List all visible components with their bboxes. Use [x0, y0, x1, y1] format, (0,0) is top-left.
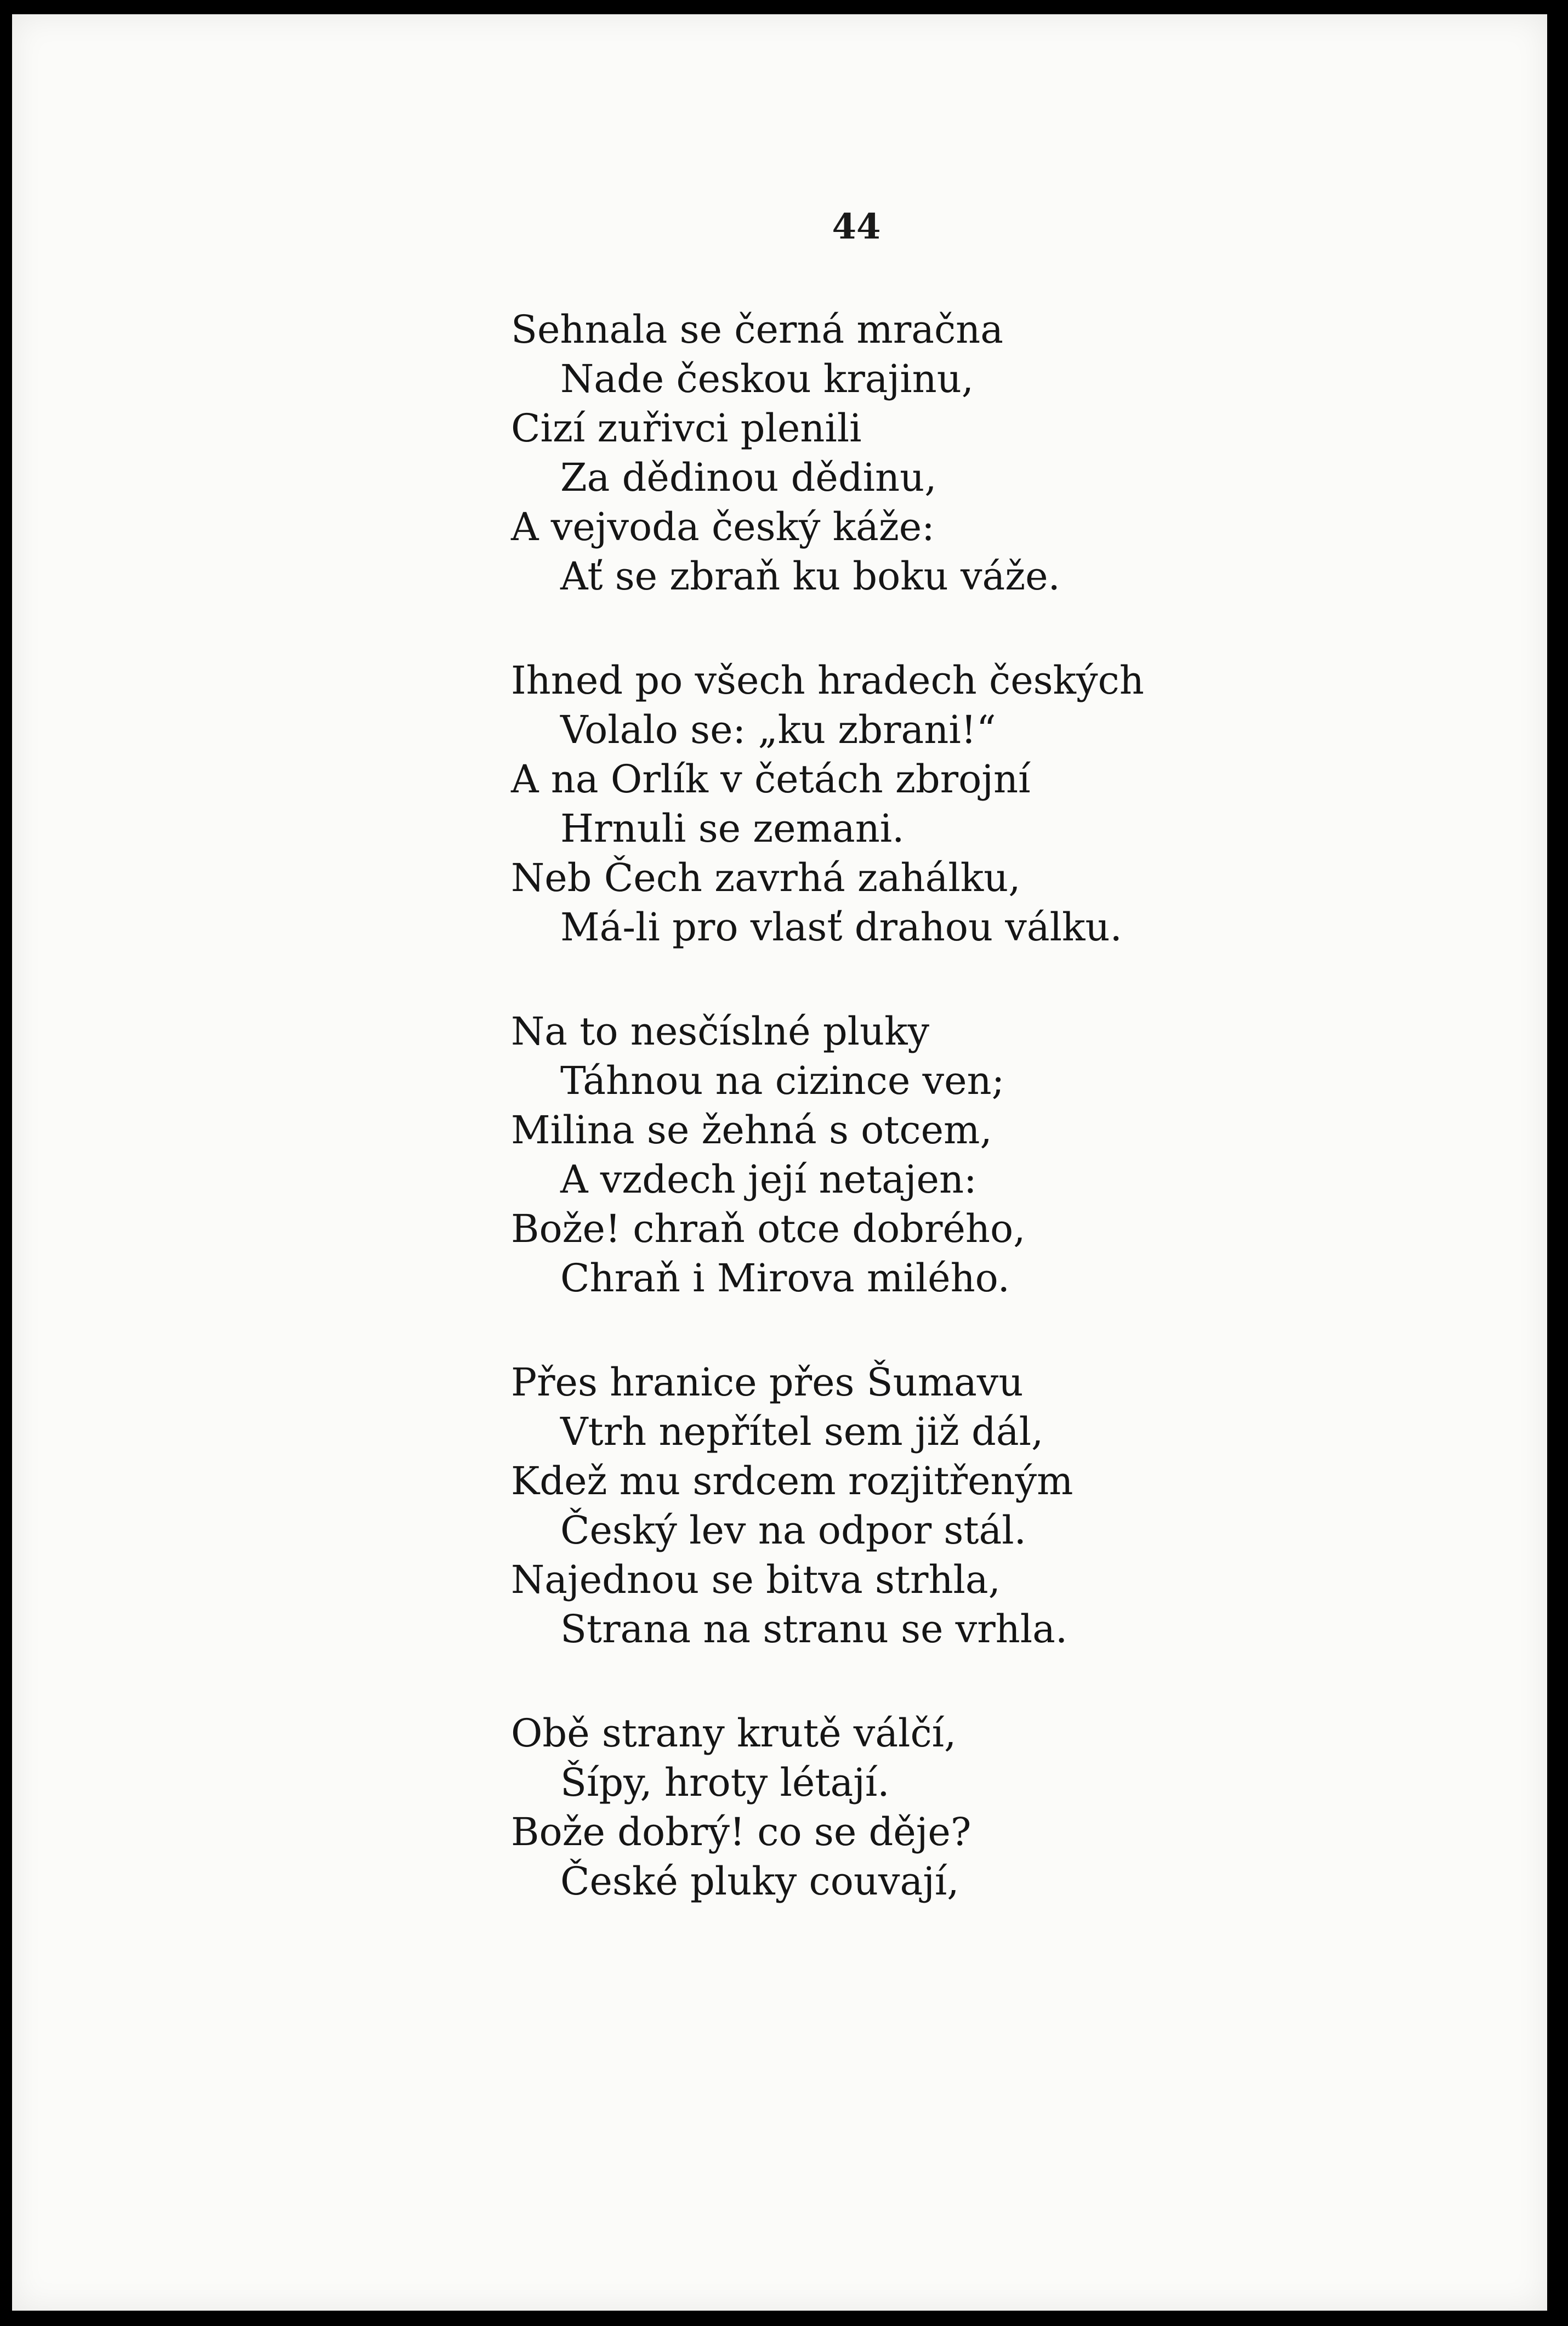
poem-line: Za dědinou dědinu,	[560, 455, 937, 500]
poem-line: Hrnuli se zemani.	[560, 806, 905, 851]
poem-line: Má-li pro vlasť drahou válku.	[560, 905, 1122, 950]
poem-line: Šípy, hroty létají.	[560, 1760, 890, 1805]
poem-line: Ihned po všech hradech českých	[511, 658, 1144, 703]
poem-line: Najednou se bitva strhla,	[511, 1557, 1001, 1602]
poem-line: Na to nesčíslné pluky	[511, 1009, 930, 1054]
poem-line: Volalo se: „ku zbrani!“	[560, 707, 996, 752]
poem	[511, 305, 1144, 1961]
poem-line: Cizí zuřivci plenili	[511, 406, 862, 451]
poem-line: Bože! chraň otce dobrého,	[511, 1206, 1026, 1251]
poem-line: A na Orlík v četách zbrojní	[511, 757, 1031, 802]
poem-line: Obě strany krutě válčí,	[511, 1711, 957, 1756]
stanza	[511, 1007, 1144, 1303]
book-page	[12, 14, 1547, 2311]
poem-line: Nade českou krajinu,	[560, 356, 974, 401]
poem-line: Strana na stranu se vrhla.	[560, 1607, 1068, 1652]
poem-line: Kdež mu srdcem rozjitřeným	[511, 1459, 1073, 1504]
page-number: 44	[832, 206, 881, 247]
poem-line: Vtrh nepřítel sem již dál,	[560, 1409, 1044, 1454]
poem-line: České pluky couvají,	[560, 1859, 959, 1904]
stanza	[511, 305, 1144, 601]
poem-line: A vzdech její netajen:	[560, 1157, 977, 1202]
poem-line: Český lev na odpor stál.	[560, 1508, 1026, 1553]
poem-line: Sehnala se černá mračna	[511, 307, 1004, 352]
poem-line: Ať se zbraň ku boku váže.	[560, 554, 1060, 599]
poem-line: Neb Čech zavrhá zahálku,	[511, 855, 1021, 900]
stanza	[511, 1709, 1144, 1906]
stanza	[511, 656, 1144, 952]
poem-line: A vejvoda český káže:	[511, 504, 935, 549]
poem-line: Přes hranice přes Šumavu	[511, 1360, 1024, 1405]
poem-line: Táhnou na cizince ven;	[560, 1058, 1005, 1103]
poem-line: Bože dobrý! co se děje?	[511, 1809, 972, 1854]
stanza	[511, 1358, 1144, 1654]
poem-line: Milina se žehná s otcem,	[511, 1108, 992, 1153]
poem-line: Chraň i Mirova milého.	[560, 1256, 1010, 1301]
